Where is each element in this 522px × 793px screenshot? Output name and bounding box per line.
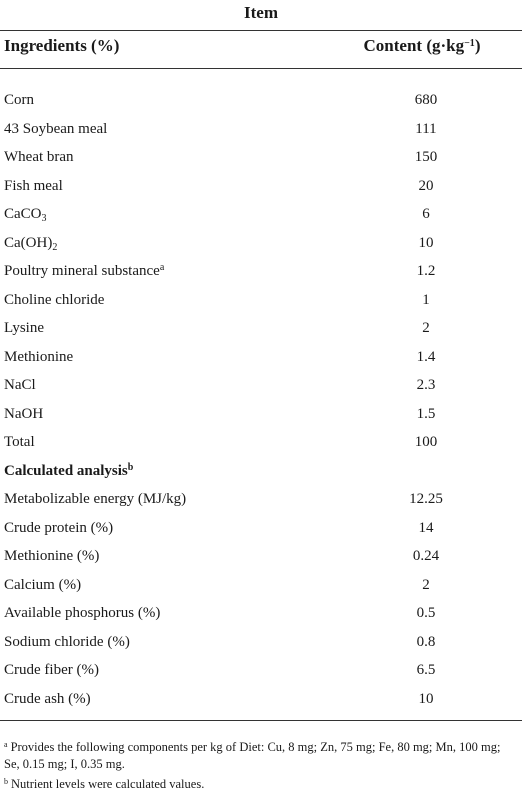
row-label-text: Methionine (%): [4, 548, 100, 564]
footnote-b: [4, 773, 516, 793]
row-label-text: Calculated analysis: [4, 462, 128, 479]
row-label: [4, 343, 73, 371]
table-row: [0, 400, 522, 428]
table-row: [0, 685, 522, 713]
row-label-text: Crude fiber (%): [4, 662, 99, 678]
footnotes: [4, 736, 516, 793]
top-rule: [0, 30, 522, 31]
table-row: [0, 428, 522, 456]
row-value: 2: [422, 320, 430, 336]
row-label-text: Sodium chloride (%): [4, 633, 130, 650]
row-label-text: Available phosphorus (%): [4, 605, 161, 621]
row-label: [4, 286, 104, 314]
row-label-text: Fish meal: [4, 177, 63, 194]
table-row: [0, 599, 522, 627]
row-label: [4, 656, 99, 684]
row-label-text: Ca(OH): [4, 234, 53, 251]
row-value: 0.5: [416, 605, 436, 621]
row-value: 1: [422, 291, 430, 308]
header-rule: [0, 68, 522, 69]
row-value: 20: [418, 177, 434, 194]
table-row: [0, 656, 522, 684]
row-label-text: Crude ash (%): [4, 690, 91, 707]
row-value: 12.25: [409, 491, 443, 507]
table-row: [0, 257, 522, 285]
table-row: [0, 172, 522, 200]
section-heading-row: [0, 457, 522, 485]
table-title: Item: [244, 3, 278, 22]
row-value: 1.4: [416, 348, 436, 365]
row-label-superscript: a: [159, 262, 165, 273]
table-row: [0, 143, 522, 171]
row-label-text: Lysine: [4, 320, 44, 336]
row-label: [4, 200, 47, 228]
header-content-prefix: Content (g·kg: [363, 36, 465, 55]
table-row: [0, 371, 522, 399]
bottom-rule: [0, 720, 522, 721]
row-value: 1.5: [416, 405, 436, 422]
row-label: [4, 86, 34, 114]
row-label: [4, 628, 130, 656]
row-label-text: NaOH: [4, 405, 44, 422]
row-label-text: Crude protein (%): [4, 519, 114, 536]
row-label-text: Wheat bran: [4, 149, 74, 165]
row-label: [4, 257, 164, 285]
row-label-text: Poultry mineral substance: [4, 263, 160, 279]
row-label-text: Corn: [4, 92, 34, 108]
row-value: 100: [414, 434, 438, 450]
table-row: [0, 343, 522, 371]
row-label-text: Methionine: [4, 348, 74, 365]
row-label-text: CaCO: [4, 206, 42, 222]
row-label: [4, 314, 44, 342]
row-label-text: Choline chloride: [4, 291, 105, 308]
row-label: [4, 143, 74, 171]
row-label-text: Total: [4, 434, 35, 450]
row-label: [4, 229, 57, 257]
row-label: [4, 428, 35, 456]
table-row: [0, 571, 522, 599]
table-row: [0, 485, 522, 513]
header-content-exponent: −1: [464, 38, 475, 49]
row-value: 2.3: [416, 377, 436, 393]
row-value: 0.24: [412, 548, 440, 564]
row-label-text: NaCl: [4, 377, 36, 393]
row-label: [4, 371, 36, 399]
footnote-a: [4, 736, 516, 773]
row-label: [4, 599, 160, 627]
row-label-text: Calcium (%): [4, 576, 82, 593]
footnote-mark: a: [4, 740, 8, 749]
table-header: [0, 34, 522, 62]
footnote-mark: b: [4, 777, 8, 786]
table-row: [0, 542, 522, 570]
table-row: [0, 286, 522, 314]
row-value: 2: [422, 576, 430, 593]
row-label: [4, 400, 43, 428]
row-value: 680: [414, 92, 438, 108]
row-label: [4, 457, 133, 485]
row-label: [4, 485, 186, 513]
table-row: [0, 229, 522, 257]
row-label-superscript: b: [127, 461, 134, 473]
row-value: 6.5: [416, 662, 436, 678]
row-label-subscript: 3: [41, 213, 47, 224]
table-row: [0, 115, 522, 143]
row-label-text: Metabolizable energy (MJ/kg): [4, 491, 187, 507]
table-row: [0, 628, 522, 656]
row-value: 150: [414, 149, 438, 165]
footnote-text: Nutrient levels were calculated values.: [11, 777, 205, 791]
row-label-subscript: 2: [52, 241, 58, 253]
row-value: 10: [418, 690, 434, 707]
row-value: 1.2: [416, 263, 436, 279]
header-ingredients: Ingredients (%): [4, 36, 120, 55]
row-value: 6: [422, 206, 430, 222]
table-row: [0, 314, 522, 342]
row-label: [4, 172, 63, 200]
row-label: [4, 571, 81, 599]
row-label: [4, 514, 113, 542]
table-row: [0, 514, 522, 542]
row-label: [4, 685, 91, 713]
row-value: 10: [418, 234, 434, 251]
table-row: [0, 200, 522, 228]
row-label-text: 43 Soybean meal: [4, 120, 108, 137]
row-label: [4, 115, 107, 143]
table-row: [0, 86, 522, 114]
footnote-text: Provides the following components per kg of Diet: Cu, 8 mg; Zn, 75 mg; Fe, 80 mg; Mn, 100 mg; Se, 0.15 mg; I, 0.35 mg.: [4, 740, 501, 771]
header-content: [322, 36, 522, 56]
row-label: [4, 542, 99, 570]
row-value: 111: [415, 120, 437, 137]
row-value: 14: [418, 519, 434, 536]
row-value: 0.8: [416, 633, 436, 650]
header-content-suffix: ): [474, 36, 481, 55]
